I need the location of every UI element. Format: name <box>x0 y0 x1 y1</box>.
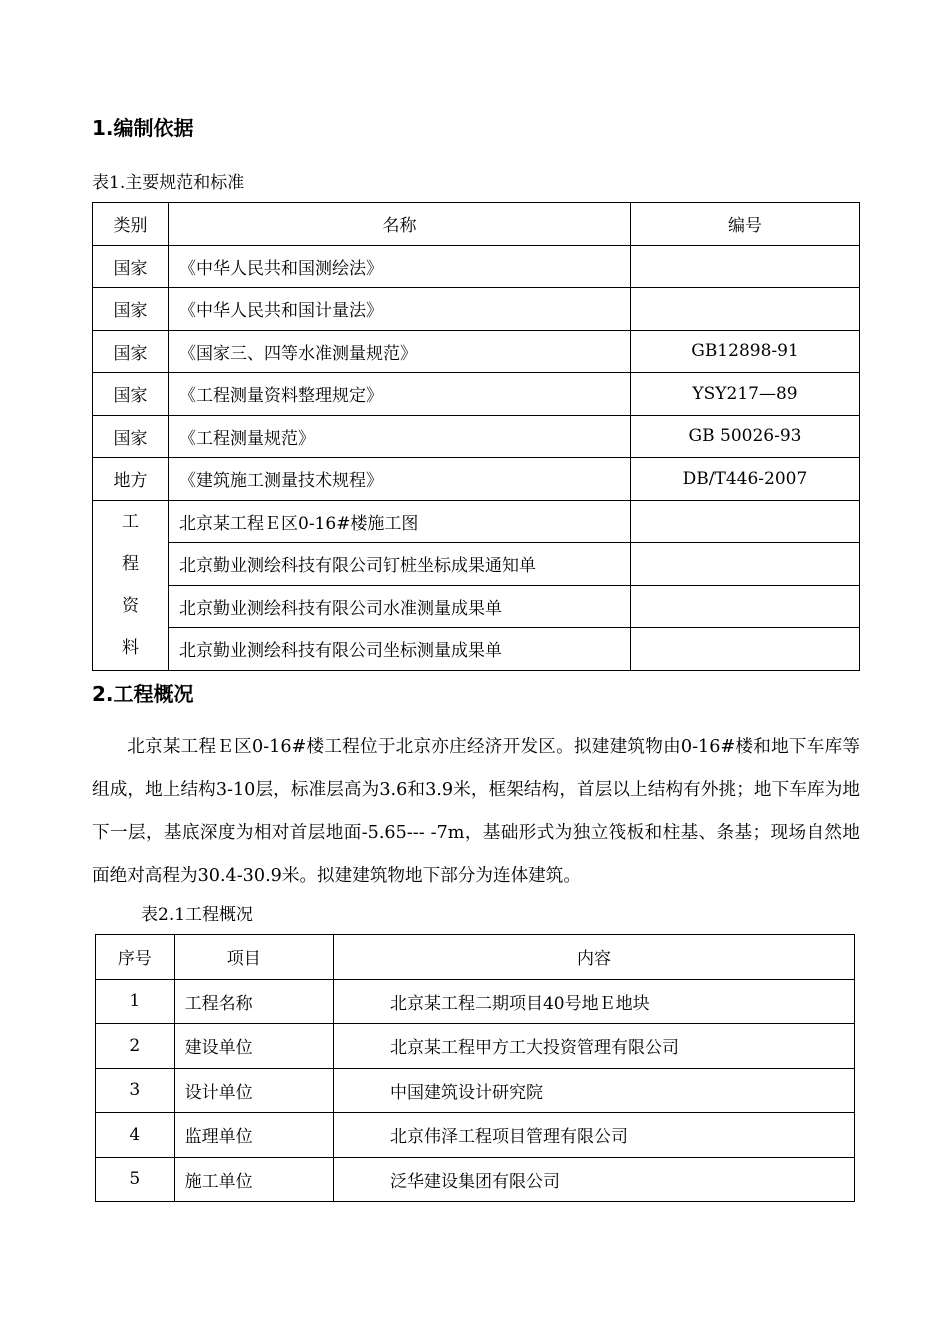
row-category: 地方 <box>93 458 169 501</box>
row-code <box>631 543 860 586</box>
row-code: GB12898-91 <box>631 330 860 373</box>
table-row <box>96 979 855 1024</box>
standards-table <box>92 202 860 671</box>
row-content: 北京某工程甲方工大投资管理有限公司 <box>333 1024 854 1069</box>
table-row <box>93 330 860 373</box>
row-content: 泛华建设集团有限公司 <box>333 1157 854 1202</box>
row-category: 国家 <box>93 288 169 331</box>
row-item: 施工单位 <box>174 1157 333 1202</box>
row-content: 中国建筑设计研究院 <box>333 1068 854 1113</box>
table-row <box>93 628 860 671</box>
category-char: 料 <box>122 638 139 658</box>
row-code <box>631 245 860 288</box>
table-row <box>93 543 860 586</box>
category-char: 工 <box>122 512 139 532</box>
table-row <box>96 1113 855 1158</box>
header-code: 编号 <box>631 203 860 246</box>
project-docs-category <box>93 500 169 670</box>
row-category: 国家 <box>93 245 169 288</box>
row-name: 北京勤业测绘科技有限公司钉桩坐标成果通知单 <box>169 543 631 586</box>
row-code <box>631 288 860 331</box>
table2-caption: 表2.1工程概况 <box>141 905 254 925</box>
row-name: 北京某工程Ｅ区0-16#楼施工图 <box>169 500 631 543</box>
row-name: 北京勤业测绘科技有限公司水准测量成果单 <box>169 585 631 628</box>
row-item: 工程名称 <box>174 979 333 1024</box>
table-row <box>93 288 860 331</box>
row-code <box>631 585 860 628</box>
table-row <box>96 1024 855 1069</box>
row-no: 5 <box>96 1157 175 1202</box>
header-content: 内容 <box>333 935 854 980</box>
row-category: 国家 <box>93 415 169 458</box>
row-no: 1 <box>96 979 175 1024</box>
row-item: 设计单位 <box>174 1068 333 1113</box>
table-row <box>93 245 860 288</box>
row-name: 《国家三、四等水准测量规范》 <box>169 330 631 373</box>
row-name: 《工程测量资料整理规定》 <box>169 373 631 416</box>
header-category: 类别 <box>93 203 169 246</box>
row-name: 《中华人民共和国计量法》 <box>169 288 631 331</box>
row-no: 3 <box>96 1068 175 1113</box>
row-content: 北京伟泽工程项目管理有限公司 <box>333 1113 854 1158</box>
row-item: 建设单位 <box>174 1024 333 1069</box>
table1-caption: 表1.主要规范和标准 <box>92 173 245 193</box>
row-name: 《建筑施工测量技术规程》 <box>169 458 631 501</box>
section2-heading: 2.工程概况 <box>92 682 194 706</box>
table-header-row <box>93 203 860 246</box>
row-category: 国家 <box>93 330 169 373</box>
row-no: 2 <box>96 1024 175 1069</box>
table-row <box>96 1157 855 1202</box>
table-row <box>96 1068 855 1113</box>
row-item: 监理单位 <box>174 1113 333 1158</box>
row-category: 国家 <box>93 373 169 416</box>
table-row <box>93 458 860 501</box>
section1-heading: 1.编制依据 <box>92 116 194 140</box>
table-row <box>93 500 860 543</box>
category-char: 程 <box>122 554 139 574</box>
project-overview-paragraph: 北京某工程Ｅ区0-16#楼工程位于北京亦庄经济开发区。拟建建筑物由0-16#楼和地下车库等组成，地上结构3-10层，标准层高为3.6和3.9米，框架结构，首层以上结构有外挑；地下车库为地下一层，基底深度为相对首层地面-5.65--- -7m，基础形式为独立筏板和柱基、条基；现场自然地面绝对高程为30.4-30.9米。拟建建筑物地下部分为连体建筑。 <box>92 737 860 886</box>
row-code: DB/T446-2007 <box>631 458 860 501</box>
table-header-row <box>96 935 855 980</box>
row-name: 北京勤业测绘科技有限公司坐标测量成果单 <box>169 628 631 671</box>
row-code <box>631 628 860 671</box>
row-code: YSY217—89 <box>631 373 860 416</box>
header-name: 名称 <box>169 203 631 246</box>
table-row <box>93 373 860 416</box>
table-row <box>93 585 860 628</box>
header-item: 项目 <box>174 935 333 980</box>
row-name: 《工程测量规范》 <box>169 415 631 458</box>
row-code <box>631 500 860 543</box>
table-row <box>93 415 860 458</box>
project-overview-table <box>95 934 855 1202</box>
row-name: 《中华人民共和国测绘法》 <box>169 245 631 288</box>
row-no: 4 <box>96 1113 175 1158</box>
header-no: 序号 <box>96 935 175 980</box>
row-code: GB 50026-93 <box>631 415 860 458</box>
row-content: 北京某工程二期项目40号地Ｅ地块 <box>333 979 854 1024</box>
category-char: 资 <box>122 596 139 616</box>
